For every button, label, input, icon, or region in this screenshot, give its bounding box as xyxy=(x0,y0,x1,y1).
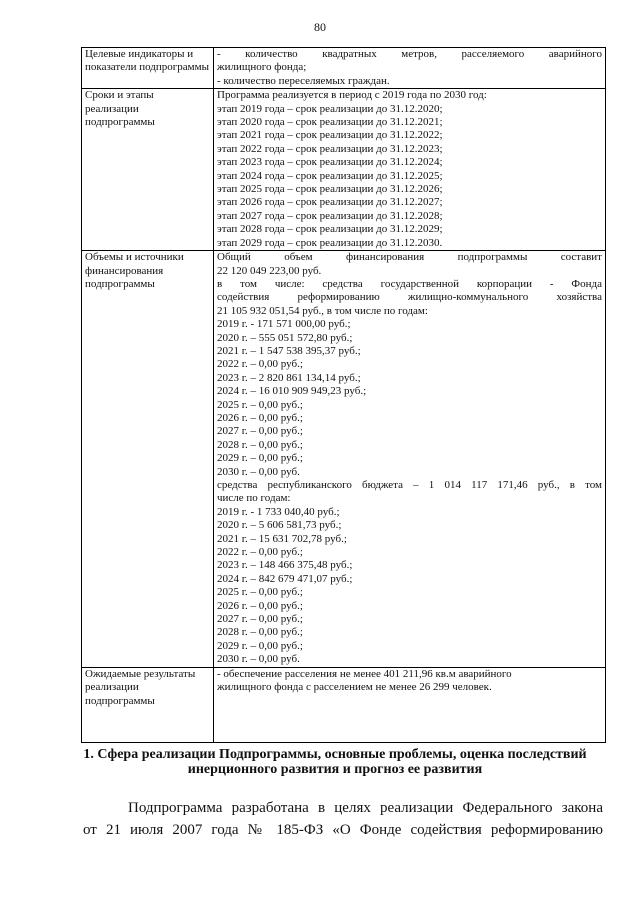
funding-line: содействия реформированию жилищно-коммунального хозяйства xyxy=(217,291,602,304)
row-expected-results xyxy=(82,667,606,742)
paragraph-line: Подпрограмма разработана в целях реализации Федерального закона xyxy=(128,800,603,816)
indicator-line: жилищного фонда; xyxy=(217,61,307,74)
row-stages xyxy=(82,89,606,251)
funding-line: 2020 г. – 5 606 581,73 руб.; xyxy=(217,519,342,532)
row-funding xyxy=(82,251,606,668)
funding-line: 2030 г. – 0,00 руб. xyxy=(217,465,300,478)
subprogram-passport-table xyxy=(81,47,606,743)
funding-line: 2025 г. – 0,00 руб.; xyxy=(217,586,303,599)
row-content xyxy=(214,89,606,251)
stage-line: этап 2025 года – срок реализации до 31.12.2026; xyxy=(217,183,443,196)
funding-line: 2022 г. – 0,00 руб.; xyxy=(217,358,303,371)
funding-line: 2023 г. – 2 820 861 134,14 руб.; xyxy=(217,371,361,384)
stage-line: этап 2024 года – срок реализации до 31.12.2025; xyxy=(217,169,443,182)
funding-line: 2029 г. – 0,00 руб.; xyxy=(217,639,303,652)
funding-line: Общий объем финансирования подпрограммы составит xyxy=(217,251,602,264)
funding-line: 2025 г. – 0,00 руб.; xyxy=(217,398,303,411)
funding-line: 2022 г. – 0,00 руб.; xyxy=(217,546,303,559)
row-label: Объемы и источники финансирования подпрограммы xyxy=(82,251,214,668)
funding-line: 2023 г. – 148 466 375,48 руб.; xyxy=(217,559,353,572)
stage-line: этап 2028 года – срок реализации до 31.12.2029; xyxy=(217,223,443,236)
funding-line: в том числе: средства государственной корпорации - Фонда xyxy=(217,277,602,290)
funding-line: 21 105 932 051,54 руб., в том числе по годам: xyxy=(217,304,428,317)
result-line: - обеспечение расселения не менее 401 211,96 кв.м аварийного xyxy=(217,667,512,680)
funding-line: 2019 г. - 171 571 000,00 руб.; xyxy=(217,318,351,331)
funding-line: 2019 г. - 1 733 040,40 руб.; xyxy=(217,505,340,518)
stage-line: этап 2023 года – срок реализации до 31.12.2024; xyxy=(217,156,443,169)
funding-line: средства республиканского бюджета – 1 014 117 171,46 руб., в том xyxy=(217,479,602,491)
result-line: жилищного фонда с расселением не менее 26 299 человек. xyxy=(217,681,492,694)
row-label: Сроки и этапы реализации подпрограммы xyxy=(82,89,214,251)
stage-line: этап 2026 года – срок реализации до 31.12.2027; xyxy=(217,196,443,209)
funding-line: 2029 г. – 0,00 руб.; xyxy=(217,452,303,465)
funding-line: 22 120 049 223,00 руб. xyxy=(217,264,322,277)
funding-line: 2027 г. – 0,00 руб.; xyxy=(217,613,303,626)
row-content xyxy=(214,48,606,89)
row-label: Целевые индикаторы и показатели подпрограммы xyxy=(82,48,214,89)
stage-line: этап 2021 года – срок реализации до 31.12.2022; xyxy=(217,129,443,142)
funding-line: 2021 г. – 1 547 538 395,37 руб.; xyxy=(217,344,361,357)
funding-line: 2028 г. – 0,00 руб.; xyxy=(217,626,303,639)
row-label: Ожидаемые результаты реализации подпрограммы xyxy=(82,667,214,742)
indicator-line: - количество квадратных метров, расселяемого аварийного xyxy=(217,48,602,60)
row-content xyxy=(214,667,606,742)
row-target-indicators xyxy=(82,48,606,89)
funding-line: 2024 г. – 16 010 909 949,23 руб.; xyxy=(217,385,367,398)
funding-line: 2020 г. – 555 051 572,80 руб.; xyxy=(217,331,353,344)
funding-line: 2024 г. – 842 679 471,07 руб.; xyxy=(217,572,353,585)
section-title: 1. Сфера реализации Подпрограммы, основные проблемы, оценка последствий инерционного развития и прогноз ее развития xyxy=(83,747,587,777)
stage-line: этап 2019 года – срок реализации до 31.12.2020; xyxy=(217,102,443,115)
funding-line: 2030 г. – 0,00 руб. xyxy=(217,653,300,666)
stage-line: этап 2020 года – срок реализации до 31.12.2021; xyxy=(217,116,443,129)
indicator-line: - количество переселяемых граждан. xyxy=(217,74,390,87)
funding-line: 2028 г. – 0,00 руб.; xyxy=(217,438,303,451)
stage-line: этап 2027 года – срок реализации до 31.12.2028; xyxy=(217,209,443,222)
stage-line: этап 2022 года – срок реализации до 31.12.2023; xyxy=(217,142,443,155)
row-content xyxy=(214,251,606,668)
funding-line: 2026 г. – 0,00 руб.; xyxy=(217,411,303,424)
page-number: 80 xyxy=(314,20,326,34)
funding-line: 2021 г. – 15 631 702,78 руб.; xyxy=(217,532,347,545)
funding-line: 2026 г. – 0,00 руб.; xyxy=(217,599,303,612)
funding-line: числе по годам: xyxy=(217,492,291,505)
funding-line: 2027 г. – 0,00 руб.; xyxy=(217,425,303,438)
body-paragraph xyxy=(83,797,603,841)
stage-line: Программа реализуется в период с 2019 года по 2030 год: xyxy=(217,89,487,102)
stage-line: этап 2029 года – срок реализации до 31.12.2030. xyxy=(217,236,443,249)
paragraph-line: от 21 июля 2007 года № 185-ФЗ «О Фонде содействия реформированию xyxy=(83,822,603,838)
